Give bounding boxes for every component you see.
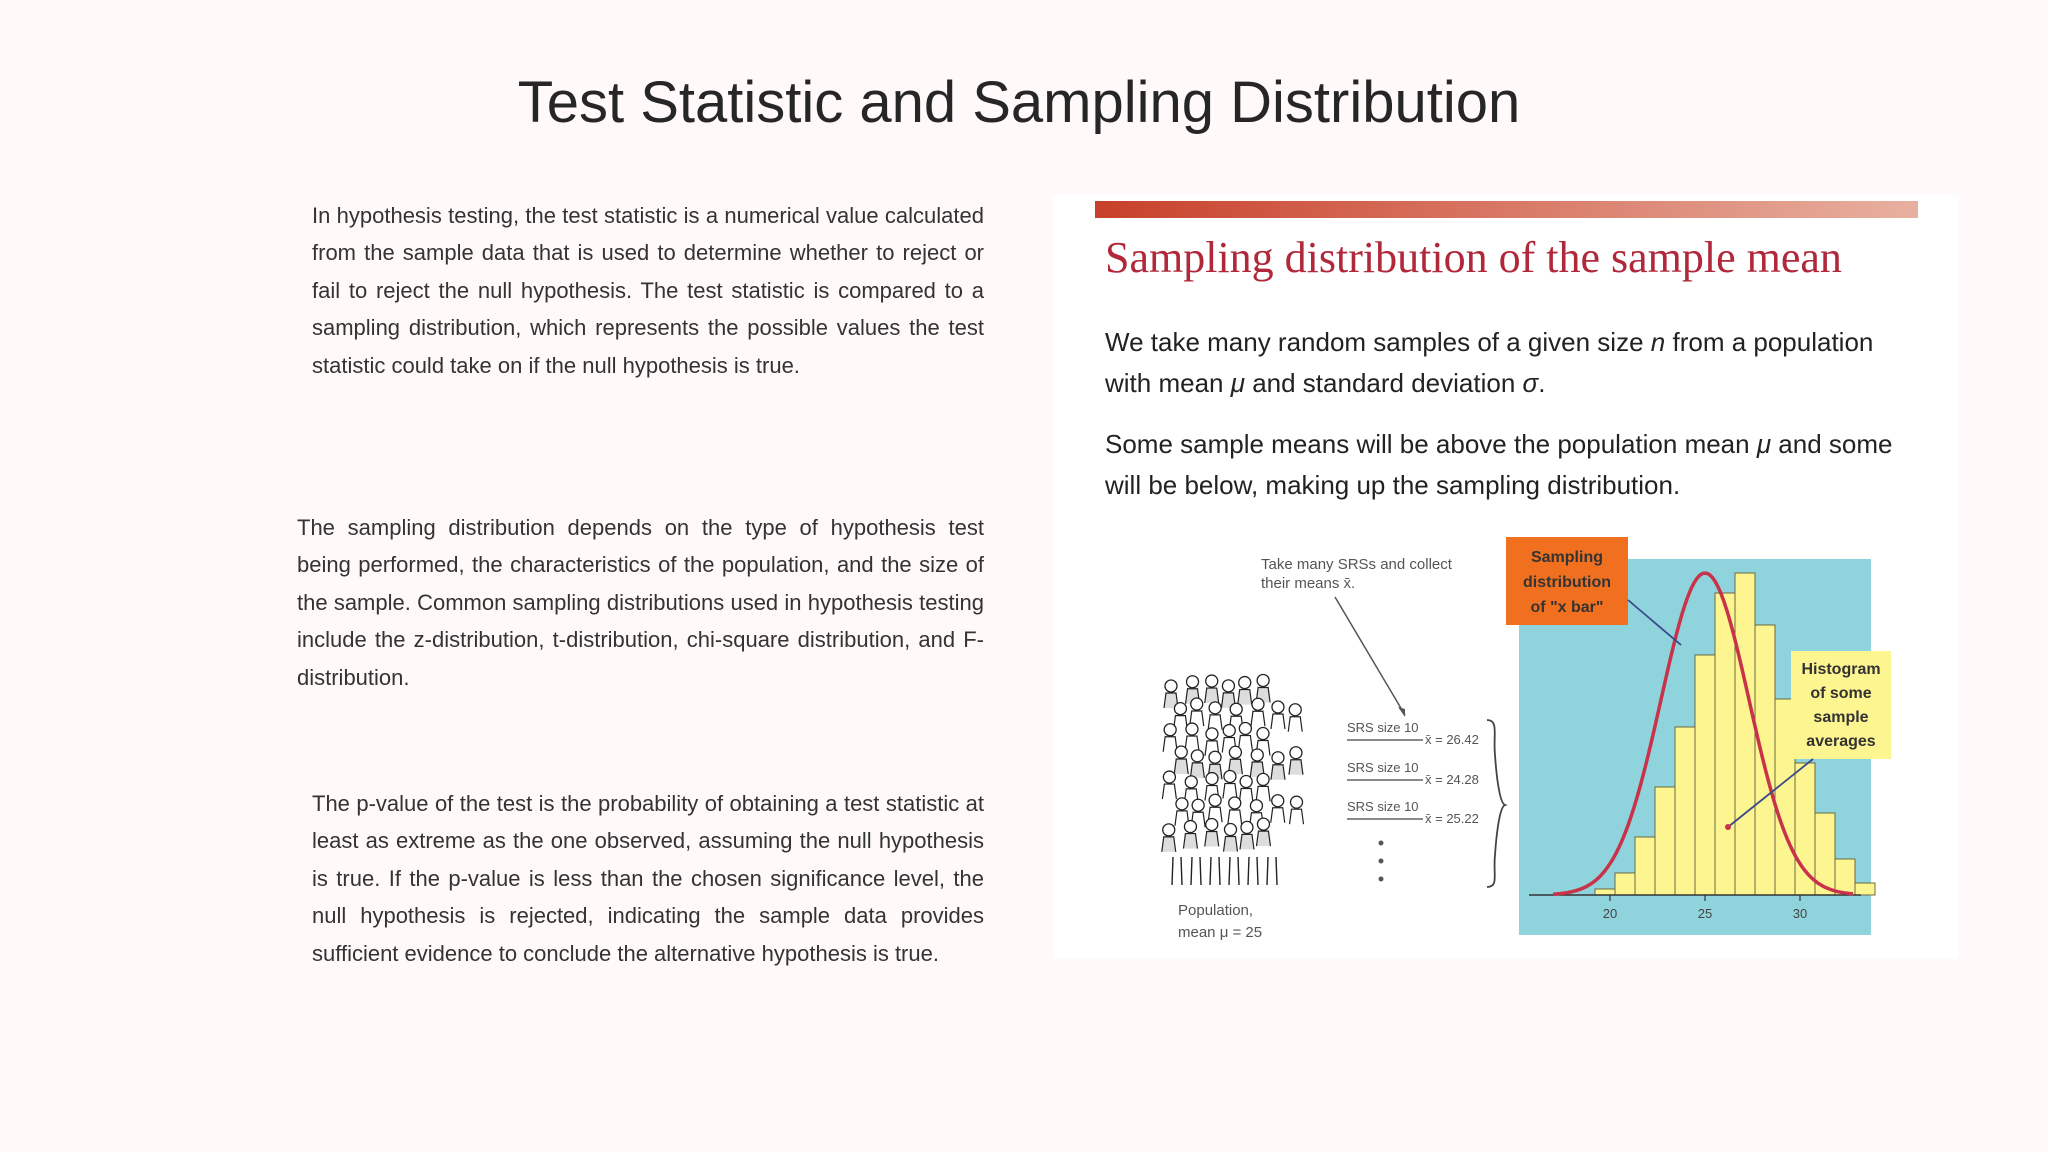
person-legs xyxy=(1248,857,1258,885)
person-body xyxy=(1239,789,1253,804)
person-head xyxy=(1174,703,1186,715)
person-body xyxy=(1228,810,1242,825)
person-body xyxy=(1174,759,1188,774)
samples-brace xyxy=(1487,720,1505,887)
person-head xyxy=(1163,771,1175,783)
person-body xyxy=(1256,786,1270,801)
person-head xyxy=(1222,680,1234,692)
sample-2-value: x̄ = 24.28 xyxy=(1425,772,1479,787)
person-head xyxy=(1164,724,1176,736)
person-head xyxy=(1239,677,1251,689)
person-body xyxy=(1290,809,1304,824)
person-head xyxy=(1206,773,1218,785)
person-head xyxy=(1192,799,1204,811)
sample-1-label: SRS size 10 xyxy=(1347,720,1419,735)
histogram-callout-line-1: Histogram xyxy=(1801,661,1881,678)
person-head xyxy=(1290,747,1302,759)
sampling-callout-line-1: Sampling xyxy=(1530,549,1604,566)
histogram-bar xyxy=(1595,889,1615,895)
srs-note-line-1: Take many SRSs and collect xyxy=(1261,556,1452,573)
figure-text-line-3: Some sample means will be above the population mean μ and some xyxy=(1105,429,1893,459)
person-head xyxy=(1257,773,1269,785)
person-head xyxy=(1191,750,1203,762)
person-body xyxy=(1256,831,1270,846)
person-head xyxy=(1272,701,1284,713)
person-head xyxy=(1229,797,1241,809)
axis-tick-label-30: 30 xyxy=(1792,906,1808,921)
person-body xyxy=(1271,714,1285,729)
histogram-bar xyxy=(1755,625,1775,895)
person-head xyxy=(1186,723,1198,735)
person-head xyxy=(1289,704,1301,716)
ellipsis-dot xyxy=(1379,877,1384,882)
person-head xyxy=(1291,796,1303,808)
person-body xyxy=(1271,765,1285,780)
person-body xyxy=(1251,711,1265,726)
person-head xyxy=(1230,703,1242,715)
person-body xyxy=(1271,808,1285,823)
person-body xyxy=(1289,760,1303,775)
figure-heading: Sampling distribution of the sample mean xyxy=(1105,233,1842,282)
person-head xyxy=(1229,746,1241,758)
person-head xyxy=(1251,749,1263,761)
person-head xyxy=(1165,680,1177,692)
figure-text-line-4: will be below, making up the sampling distribution. xyxy=(1105,470,1681,500)
histogram-bar xyxy=(1795,763,1815,895)
histogram-bar xyxy=(1655,787,1675,895)
histogram-bar xyxy=(1735,573,1755,895)
person-head xyxy=(1187,676,1199,688)
person-body xyxy=(1288,717,1302,732)
person-head xyxy=(1224,770,1236,782)
person-body xyxy=(1162,837,1176,852)
person-head xyxy=(1206,818,1218,830)
person-legs xyxy=(1191,857,1201,885)
person-head xyxy=(1184,821,1196,833)
person-legs xyxy=(1172,857,1182,885)
person-head xyxy=(1209,794,1221,806)
person-head xyxy=(1241,821,1253,833)
person-legs xyxy=(1267,857,1277,885)
srs-note-arrowhead xyxy=(1398,707,1405,717)
person-head xyxy=(1209,702,1221,714)
person-body xyxy=(1238,690,1252,705)
person-head xyxy=(1191,698,1203,710)
person-body xyxy=(1185,736,1199,751)
person-head xyxy=(1250,800,1262,812)
histogram-bar xyxy=(1635,837,1655,895)
person-body xyxy=(1162,784,1176,799)
ellipsis-dot xyxy=(1379,859,1384,864)
person-head xyxy=(1272,752,1284,764)
person-legs xyxy=(1229,857,1239,885)
person-head xyxy=(1206,675,1218,687)
axis-tick-label-20: 20 xyxy=(1602,906,1618,921)
population-label-line-1: Population, xyxy=(1178,902,1254,919)
histogram-bar xyxy=(1835,859,1855,895)
sample-list xyxy=(1347,720,1479,882)
sampling-distribution-figure xyxy=(1053,195,1959,959)
population-crowd-illustration xyxy=(1162,674,1304,885)
paragraph-p-value: The p-value of the test is the probability of obtaining a test statistic at least as extreme as the one observed, assuming the null hypothesis is true. If the p-value is less than the chosen significance level, the null hypothesis is rejected, indicating the sample data provides sufficient evidence to conclude the alternative hypothesis is true. xyxy=(312,791,984,966)
person-head xyxy=(1239,722,1251,734)
person-body xyxy=(1163,737,1177,752)
srs-note-arrow xyxy=(1335,597,1405,715)
sampling-callout-line-2: distribution xyxy=(1523,574,1611,591)
sampling-callout-line-3: of "x bar" xyxy=(1530,599,1604,616)
person-head xyxy=(1257,674,1269,686)
person-head xyxy=(1176,798,1188,810)
population-label-line-2: mean μ = 25 xyxy=(1178,924,1263,941)
paragraph-test-statistic: In hypothesis testing, the test statistic is a numerical value calculated from the sample data that is used to determine whether to reject or fail to reject the null hypothesis. The test statistic is compared to a sampling distribution, which represents the possible values the test statistic could take on if the null hypothesis is true. xyxy=(312,203,984,378)
person-head xyxy=(1252,698,1264,710)
person-legs xyxy=(1210,857,1220,885)
histogram-bar xyxy=(1855,883,1875,895)
person-head xyxy=(1175,746,1187,758)
srs-note-line-2: their means x̄. xyxy=(1261,575,1356,592)
sample-3-value: x̄ = 25.22 xyxy=(1425,811,1479,826)
figure-text-line-1: We take many random samples of a given size n from a population xyxy=(1105,327,1874,357)
histogram-bar xyxy=(1715,593,1735,895)
slide-title: Test Statistic and Sampling Distribution xyxy=(517,70,1521,135)
person-body xyxy=(1224,837,1238,852)
person-head xyxy=(1206,728,1218,740)
histogram-callout-line-2: of some xyxy=(1810,685,1872,702)
sample-2-label: SRS size 10 xyxy=(1347,760,1419,775)
person-head xyxy=(1185,776,1197,788)
person-body xyxy=(1240,834,1254,849)
histogram-bar xyxy=(1695,655,1715,895)
histogram-bar xyxy=(1615,873,1635,895)
person-head xyxy=(1257,728,1269,740)
person-body xyxy=(1205,831,1219,846)
histogram-callout-line-3: sample xyxy=(1813,709,1869,726)
sample-3-label: SRS size 10 xyxy=(1347,799,1419,814)
figure-text-line-2: with mean μ and standard deviation σ. xyxy=(1105,368,1546,398)
histogram-callout-line-4: averages xyxy=(1806,733,1876,750)
person-body xyxy=(1205,688,1219,703)
person-body xyxy=(1183,834,1197,849)
axis-tick-label-25: 25 xyxy=(1697,906,1713,921)
person-head xyxy=(1163,824,1175,836)
paragraph-sampling-distribution: The sampling distribution depends on the type of hypothesis test being performed, the characteristics of the population, and the size of the sample. Common sampling distributions used in hypothesis testing include the z-distribution, t-distribution, chi-square distribution, and F-distribution. xyxy=(297,515,984,690)
person-head xyxy=(1209,751,1221,763)
person-body xyxy=(1223,783,1237,798)
figure-top-band xyxy=(1095,201,1918,218)
person-head xyxy=(1223,725,1235,737)
person-head xyxy=(1240,776,1252,788)
histogram-callout-pointer-dot xyxy=(1725,824,1731,830)
sample-1-value: x̄ = 26.42 xyxy=(1425,732,1479,747)
person-head xyxy=(1257,818,1269,830)
person-head xyxy=(1225,824,1237,836)
ellipsis-dot xyxy=(1379,841,1384,846)
histogram-bar xyxy=(1675,727,1695,895)
person-head xyxy=(1272,795,1284,807)
